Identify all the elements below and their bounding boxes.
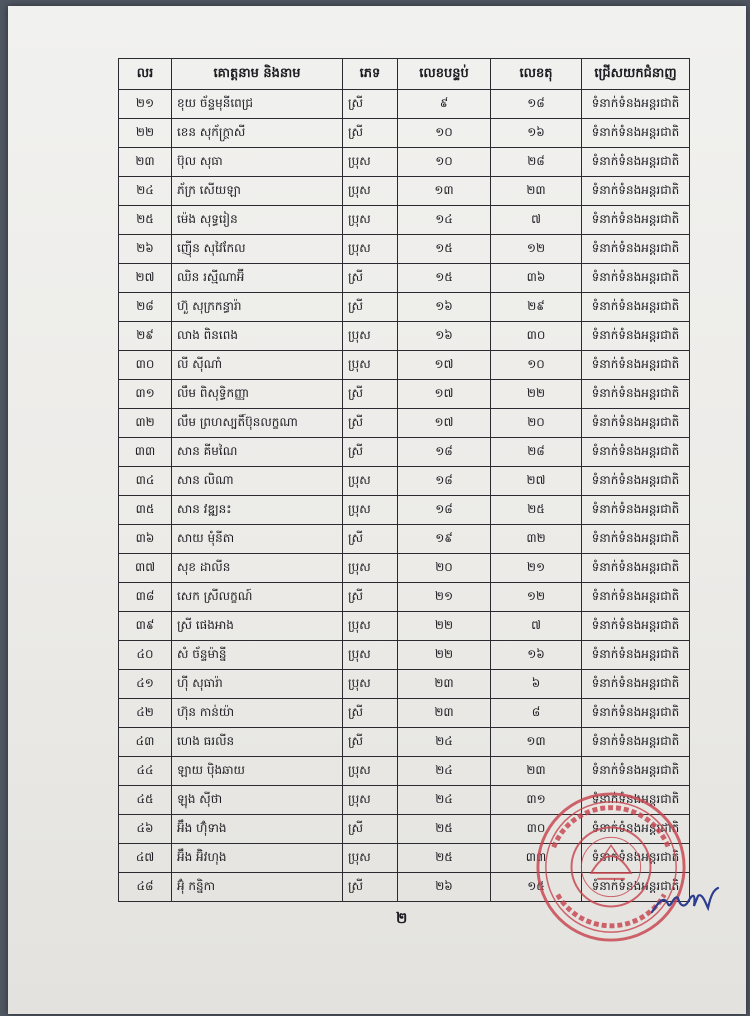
cell-room: ១៦ bbox=[398, 293, 491, 322]
cell-major: ទំនាក់ទំនងអន្តរជាតិ bbox=[582, 467, 690, 496]
table-header-row bbox=[119, 59, 690, 90]
cell-number: ២៥ bbox=[119, 206, 172, 235]
cell-number: ៤៧ bbox=[119, 844, 172, 873]
cell-number: ៣១ bbox=[119, 380, 172, 409]
table-row bbox=[119, 641, 690, 670]
cell-sex: ប្រុស bbox=[343, 757, 398, 786]
cell-seat: ១៨ bbox=[491, 90, 582, 119]
cell-seat: ៨ bbox=[491, 699, 582, 728]
cell-name: ម៉េង សុទ្ធរៀន bbox=[172, 206, 343, 235]
cell-name: ញ៉ើន សុវៃកែល bbox=[172, 235, 343, 264]
cell-seat: ២៧ bbox=[491, 467, 582, 496]
cell-room: ២៣ bbox=[398, 670, 491, 699]
cell-number: ២២ bbox=[119, 119, 172, 148]
cell-number: ៣៨ bbox=[119, 583, 172, 612]
cell-room: ១៨ bbox=[398, 467, 491, 496]
cell-major: ទំនាក់ទំនងអន្តរជាតិ bbox=[582, 525, 690, 554]
cell-seat: ១០ bbox=[491, 351, 582, 380]
table-row bbox=[119, 177, 690, 206]
cell-seat: ២៥ bbox=[491, 496, 582, 525]
cell-sex: ស្រី bbox=[343, 583, 398, 612]
cell-major: ទំនាក់ទំនងអន្តរជាតិ bbox=[582, 612, 690, 641]
cell-major: ទំនាក់ទំនងអន្តរជាតិ bbox=[582, 757, 690, 786]
cell-major: ទំនាក់ទំនងអន្តរជាតិ bbox=[582, 90, 690, 119]
cell-major: ទំនាក់ទំនងអន្តរជាតិ bbox=[582, 264, 690, 293]
cell-seat: ២៨ bbox=[491, 148, 582, 177]
cell-room: ២៤ bbox=[398, 728, 491, 757]
cell-room: ១៣ bbox=[398, 177, 491, 206]
cell-seat: ១៣ bbox=[491, 728, 582, 757]
cell-number: ៣៩ bbox=[119, 612, 172, 641]
cell-number: ២៦ bbox=[119, 235, 172, 264]
cell-room: ១៤ bbox=[398, 206, 491, 235]
cell-number: ៣៣ bbox=[119, 438, 172, 467]
cell-seat: ៦ bbox=[491, 670, 582, 699]
cell-major: ទំនាក់ទំនងអន្តរជាតិ bbox=[582, 293, 690, 322]
cell-room: ២០ bbox=[398, 554, 491, 583]
cell-sex: ស្រី bbox=[343, 293, 398, 322]
cell-name: សេក ស្រីលក្ខណ៍ bbox=[172, 583, 343, 612]
cell-seat: ៧ bbox=[491, 612, 582, 641]
cell-room: ២៤ bbox=[398, 757, 491, 786]
cell-room: ១៦ bbox=[398, 322, 491, 351]
cell-major: ទំនាក់ទំនងអន្តរជាតិ bbox=[582, 322, 690, 351]
cell-number: ២៤ bbox=[119, 177, 172, 206]
cell-name: សាយ មុំនីតា bbox=[172, 525, 343, 554]
cell-number: ៣០ bbox=[119, 351, 172, 380]
cell-number: ៣៦ bbox=[119, 525, 172, 554]
cell-name: ខុយ ច័ន្ទមុនីពេជ្រ bbox=[172, 90, 343, 119]
cell-number: ៤៦ bbox=[119, 815, 172, 844]
cell-sex: ប្រុស bbox=[343, 206, 398, 235]
cell-name: ហ៊ុន កាន់យ៉ា bbox=[172, 699, 343, 728]
cell-name: សាន វឌ្ឍនះ bbox=[172, 496, 343, 525]
table-row bbox=[119, 293, 690, 322]
cell-room: ៩ bbox=[398, 90, 491, 119]
student-table bbox=[118, 58, 690, 902]
table-row bbox=[119, 235, 690, 264]
cell-sex: ស្រី bbox=[343, 699, 398, 728]
cell-sex: ប្រុស bbox=[343, 554, 398, 583]
cell-name: លី ស៊ីណាំ bbox=[172, 351, 343, 380]
cell-seat: ១២ bbox=[491, 235, 582, 264]
cell-sex: ប្រុស bbox=[343, 467, 398, 496]
cell-room: ១៨ bbox=[398, 496, 491, 525]
cell-name: សំ ច័ន្ទម៉ានី្ន bbox=[172, 641, 343, 670]
cell-number: ២១ bbox=[119, 90, 172, 119]
cell-major: ទំនាក់ទំនងអន្តរជាតិ bbox=[582, 699, 690, 728]
cell-name: លាង ពិនពេង bbox=[172, 322, 343, 351]
cell-major: ទំនាក់ទំនងអន្តរជាតិ bbox=[582, 206, 690, 235]
cell-number: ២៧ bbox=[119, 264, 172, 293]
cell-room: ១៥ bbox=[398, 235, 491, 264]
cell-seat: ២១ bbox=[491, 554, 582, 583]
cell-seat: ១៥ bbox=[491, 873, 582, 902]
cell-seat: ៣៣ bbox=[491, 844, 582, 873]
cell-name: ស្រី ផេងអាង bbox=[172, 612, 343, 641]
table-row bbox=[119, 90, 690, 119]
cell-name: ឡុង ស៊ីថា bbox=[172, 786, 343, 815]
cell-major: ទំនាក់ទំនងអន្តរជាតិ bbox=[582, 641, 690, 670]
cell-sex: ប្រុស bbox=[343, 844, 398, 873]
cell-major: ទំនាក់ទំនងអន្តរជាតិ bbox=[582, 786, 690, 815]
cell-name: អ៊ឹង ហ៊ុំទាង bbox=[172, 815, 343, 844]
cell-sex: ប្រុស bbox=[343, 670, 398, 699]
table-row bbox=[119, 380, 690, 409]
cell-number: ៣៤ bbox=[119, 467, 172, 496]
cell-sex: ប្រុស bbox=[343, 612, 398, 641]
cell-number: ៣៧ bbox=[119, 554, 172, 583]
cell-room: ១៧ bbox=[398, 351, 491, 380]
cell-name: ប៊ុល សុធា bbox=[172, 148, 343, 177]
cell-name: ហ៊ី សុធារ៉ា bbox=[172, 670, 343, 699]
table-row bbox=[119, 322, 690, 351]
cell-number: ២៩ bbox=[119, 322, 172, 351]
cell-sex: ស្រី bbox=[343, 525, 398, 554]
table-row bbox=[119, 525, 690, 554]
cell-major: ទំនាក់ទំនងអន្តរជាតិ bbox=[582, 554, 690, 583]
header-major: ជ្រើសយកជំនាញ bbox=[582, 59, 690, 90]
cell-sex: ប្រុស bbox=[343, 322, 398, 351]
cell-room: ២១ bbox=[398, 583, 491, 612]
cell-room: ២២ bbox=[398, 612, 491, 641]
cell-number: ៤៤ bbox=[119, 757, 172, 786]
cell-sex: ស្រី bbox=[343, 380, 398, 409]
page-number: ២ bbox=[396, 909, 408, 927]
cell-sex: ស្រី bbox=[343, 119, 398, 148]
cell-major: ទំនាក់ទំនងអន្តរជាតិ bbox=[582, 235, 690, 264]
cell-major: ទំនាក់ទំនងអន្តរជាតិ bbox=[582, 380, 690, 409]
cell-sex: ប្រុស bbox=[343, 496, 398, 525]
table-row bbox=[119, 728, 690, 757]
cell-sex: ស្រី bbox=[343, 873, 398, 902]
cell-major: ទំនាក់ទំនងអន្តរជាតិ bbox=[582, 873, 690, 902]
cell-major: ទំនាក់ទំនងអន្តរជាតិ bbox=[582, 409, 690, 438]
cell-number: ៣២ bbox=[119, 409, 172, 438]
cell-room: ១៧ bbox=[398, 380, 491, 409]
cell-name: សាន លិណា bbox=[172, 467, 343, 496]
cell-major: ទំនាក់ទំនងអន្តរជាតិ bbox=[582, 119, 690, 148]
cell-seat: ១២ bbox=[491, 583, 582, 612]
cell-sex: ប្រុស bbox=[343, 235, 398, 264]
cell-room: ១៧ bbox=[398, 409, 491, 438]
cell-seat: ២៩ bbox=[491, 293, 582, 322]
cell-sex: ប្រុស bbox=[343, 148, 398, 177]
table-row bbox=[119, 496, 690, 525]
cell-major: ទំនាក់ទំនងអន្តរជាតិ bbox=[582, 728, 690, 757]
signature-icon bbox=[648, 882, 722, 922]
cell-sex: ប្រុស bbox=[343, 351, 398, 380]
cell-room: ២៦ bbox=[398, 873, 491, 902]
cell-major: ទំនាក់ទំនងអន្តរជាតិ bbox=[582, 496, 690, 525]
cell-major: ទំនាក់ទំនងអន្តរជាតិ bbox=[582, 148, 690, 177]
cell-sex: ស្រី bbox=[343, 90, 398, 119]
cell-sex: ស្រី bbox=[343, 728, 398, 757]
cell-number: ៤០ bbox=[119, 641, 172, 670]
cell-name: ខេន សុក័ក្រ្ថាសី bbox=[172, 119, 343, 148]
cell-major: ទំនាក់ទំនងអន្តរជាតិ bbox=[582, 351, 690, 380]
cell-name: អ៊ឹង អ៊ិវហុង bbox=[172, 844, 343, 873]
cell-room: ២៥ bbox=[398, 844, 491, 873]
cell-seat: ៣១ bbox=[491, 786, 582, 815]
cell-room: ១៥ bbox=[398, 264, 491, 293]
cell-major: ទំនាក់ទំនងអន្តរជាតិ bbox=[582, 177, 690, 206]
cell-name: ភ័ក្រ សើយឡា bbox=[172, 177, 343, 206]
cell-number: ២៣ bbox=[119, 148, 172, 177]
official-seal-icon bbox=[532, 788, 690, 946]
cell-seat: ២០ bbox=[491, 409, 582, 438]
table-row bbox=[119, 264, 690, 293]
cell-name: ឈិន រស្មីណាអ៊ី bbox=[172, 264, 343, 293]
cell-room: ២៥ bbox=[398, 815, 491, 844]
cell-sex: ស្រី bbox=[343, 438, 398, 467]
table-row bbox=[119, 467, 690, 496]
cell-sex: ប្រុស bbox=[343, 786, 398, 815]
cell-seat: ១៦ bbox=[491, 641, 582, 670]
table-row bbox=[119, 757, 690, 786]
cell-room: ១៨ bbox=[398, 438, 491, 467]
cell-major: ទំនាក់ទំនងអន្តរជាតិ bbox=[582, 583, 690, 612]
cell-seat: ៣០ bbox=[491, 815, 582, 844]
header-number: លរ bbox=[119, 59, 172, 90]
cell-name: ហេង ធរលីន bbox=[172, 728, 343, 757]
cell-seat: ២២ bbox=[491, 380, 582, 409]
cell-number: ៣៥ bbox=[119, 496, 172, 525]
cell-name: លឹម ព្រហស្បតិ៍ប៊ុនលក្ខណា bbox=[172, 409, 343, 438]
header-name: គោត្តនាម និងនាម bbox=[172, 59, 343, 90]
cell-seat: ៣២ bbox=[491, 525, 582, 554]
cell-seat: ៣៦ bbox=[491, 264, 582, 293]
table-row bbox=[119, 699, 690, 728]
cell-sex: ស្រី bbox=[343, 264, 398, 293]
cell-name: អ៊ុំ កន្និកា bbox=[172, 873, 343, 902]
cell-number: ៤២ bbox=[119, 699, 172, 728]
cell-major: ទំនាក់ទំនងអន្តរជាតិ bbox=[582, 438, 690, 467]
cell-seat: ១៦ bbox=[491, 119, 582, 148]
table-row bbox=[119, 670, 690, 699]
cell-seat: ២៣ bbox=[491, 757, 582, 786]
cell-room: ១០ bbox=[398, 119, 491, 148]
table-row bbox=[119, 206, 690, 235]
table-row bbox=[119, 583, 690, 612]
table-row bbox=[119, 554, 690, 583]
table-body bbox=[119, 90, 690, 902]
cell-name: ឡាយ ប៉ិងឆាយ bbox=[172, 757, 343, 786]
cell-number: ៤៨ bbox=[119, 873, 172, 902]
table-row bbox=[119, 119, 690, 148]
table-row bbox=[119, 438, 690, 467]
cell-number: ៤១ bbox=[119, 670, 172, 699]
cell-name: សាន គីមណៃ bbox=[172, 438, 343, 467]
cell-room: ២៣ bbox=[398, 699, 491, 728]
cell-name: សុខ ដាលីន bbox=[172, 554, 343, 583]
cell-room: ១៩ bbox=[398, 525, 491, 554]
document-page bbox=[8, 6, 746, 1014]
cell-name: លឹម ពិសុទ្ធិកញ្ញា bbox=[172, 380, 343, 409]
cell-name: ហ៊ួ សុក្រកន្ធារ៉ា bbox=[172, 293, 343, 322]
cell-room: ២២ bbox=[398, 641, 491, 670]
cell-sex: ស្រី bbox=[343, 409, 398, 438]
cell-seat: ៧ bbox=[491, 206, 582, 235]
cell-major: ទំនាក់ទំនងអន្តរជាតិ bbox=[582, 670, 690, 699]
cell-seat: ៣០ bbox=[491, 322, 582, 351]
cell-number: ៤៥ bbox=[119, 786, 172, 815]
cell-major: ទំនាក់ទំនងអន្តរជាតិ bbox=[582, 815, 690, 844]
cell-sex: ស្រី bbox=[343, 815, 398, 844]
cell-seat: ២៣ bbox=[491, 177, 582, 206]
cell-sex: ប្រុស bbox=[343, 641, 398, 670]
cell-number: ២៨ bbox=[119, 293, 172, 322]
header-seat: លេខតុ bbox=[491, 59, 582, 90]
table-row bbox=[119, 148, 690, 177]
table-row bbox=[119, 409, 690, 438]
cell-room: ២៤ bbox=[398, 786, 491, 815]
table-row bbox=[119, 351, 690, 380]
cell-sex: ប្រុស bbox=[343, 177, 398, 206]
header-sex: ភេទ bbox=[343, 59, 398, 90]
cell-room: ១០ bbox=[398, 148, 491, 177]
table-row bbox=[119, 612, 690, 641]
cell-seat: ២៨ bbox=[491, 438, 582, 467]
cell-major: ទំនាក់ទំនងអន្តរជាតិ bbox=[582, 844, 690, 873]
header-room: លេខបន្ទប់ bbox=[398, 59, 491, 90]
cell-number: ៤៣ bbox=[119, 728, 172, 757]
